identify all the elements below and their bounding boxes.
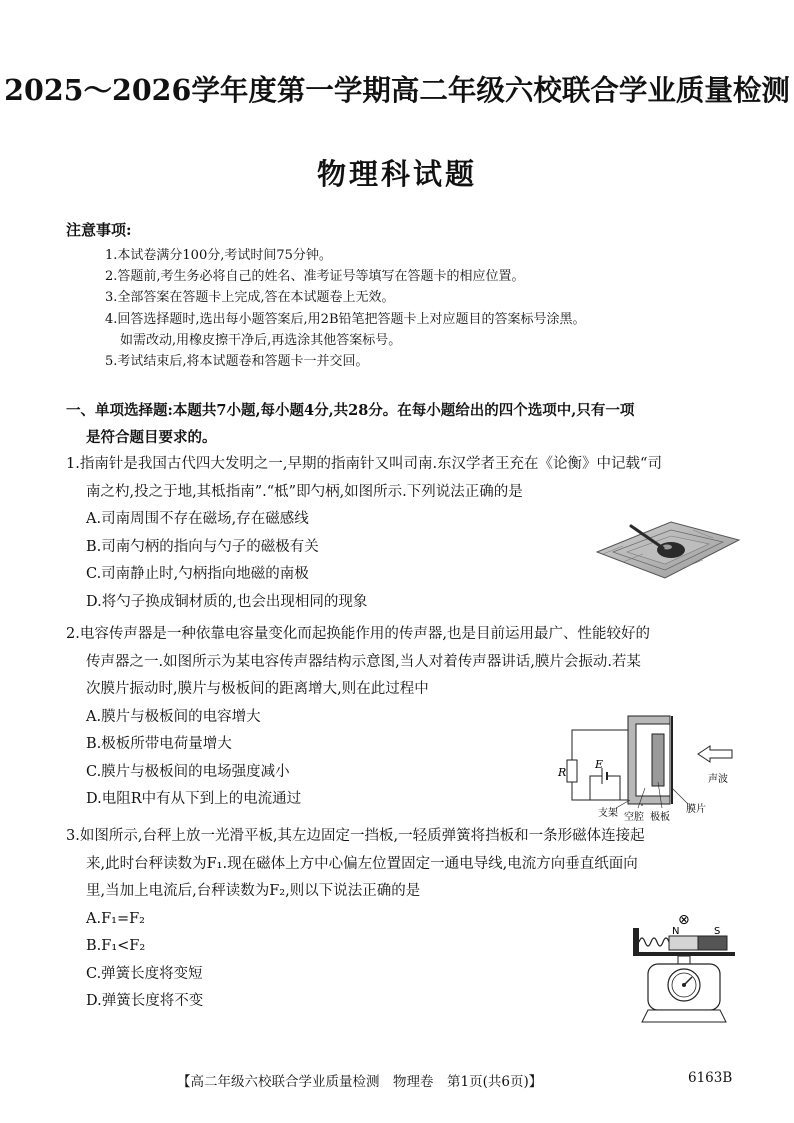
section-heading [66,397,746,451]
microphone-figure [550,708,740,823]
option-c: C.司南静止时,勺柄指向地磁的南极 [86,566,309,582]
option-a: A.F₁=F₂ [86,910,145,927]
question-stem: 里,当加上电流后,台秤读数为F₂,则以下说法正确的是 [86,883,421,899]
paper-code: 6163B [688,1070,733,1086]
exam-title: 2025～2026学年度第一学期高二年级六校联合学业质量检测 [4,73,790,107]
question-stem: 1.指南针是我国古代四大发明之一,早期的指南针又叫司南.东汉学者王充在《论衡》中记载“司 [66,456,662,472]
magnet-n-icon [669,936,698,950]
option-b: B.司南勺柄的指向与勺子的磁极有关 [86,538,319,555]
current-into-page-icon: ⊗ [678,912,690,928]
membrane-label: 膜片 [686,804,706,815]
battery-label: E [595,758,604,771]
magnet-s-icon [698,936,727,950]
sound-label: 声波 [708,774,728,785]
question-stem: 2.电容传声器是一种依靠电容量变化而起换能作用的传声器,也是目前运用最广、性能较好的 [66,626,650,642]
note-item: 4.回答选择题时,选出每小题答案后,用2B铅笔把答题卡上对应题目的答案标号涂黑。 [105,311,586,327]
scale-magnet-figure [628,906,740,1026]
sound-arrow-icon [698,746,732,762]
option-c: C.弹簧长度将变短 [86,965,203,982]
note-item: 如需改动,用橡皮擦干净后,再选涂其他答案标号。 [120,332,402,348]
question-stem: 南之杓,投之于地,其柢指南”.“柢”即勺柄,如图所示.下列说法正确的是 [86,483,523,500]
south-label: S [714,926,721,937]
note-item: 5.考试结束后,将本试题卷和答题卡一并交回。 [105,354,369,370]
notes-heading: 注意事项: [66,221,132,239]
spoon-icon [657,542,685,558]
notes-list [105,245,745,372]
option-c: C.膜片与极板间的电场强度减小 [86,763,290,780]
option-b: B.F₁<F₂ [86,938,146,954]
baffle-icon [633,928,639,952]
option-d: D.将勺子换成铜材质的,也会出现相同的现象 [86,593,368,610]
question-stem: 3.如图所示,台秤上放一光滑平板,其左边固定一挡板,一轻质弹簧将挡板和一条形磁体连接起 [66,828,645,844]
cavity-label: 空腔 [624,812,644,823]
question-stem: 次膜片振动时,膜片与极板间的距离增大,则在此过程中 [86,681,429,697]
resistor-label: R [558,766,567,779]
page-footer: 【高二年级六校联合学业质量检测 物理卷 第1页(共6页)】 [177,1074,543,1090]
option-d: D.弹簧长度将不变 [86,993,204,1009]
section-line: 是符合题目要求的。 [86,429,217,446]
bracket-label: 支架 [598,808,618,819]
spring-icon [639,938,669,946]
question-stem: 来,此时台秤读数为F₁.现在磁体上方中心偏左位置固定一通电导线,电流方向垂直纸面向 [86,855,638,872]
compass-spoon-figure [593,510,741,580]
backplate-icon [652,734,664,786]
note-item: 2.答题前,考生务必将自己的姓名、准考证号等填写在答题卡的相应位置。 [105,269,525,285]
note-item: 1.本试卷满分100分,考试时间75分钟。 [105,248,332,263]
board-icon [633,952,735,956]
plate-label: 极板 [650,812,670,823]
north-label: N [672,926,680,937]
option-d: D.电阻R中有从下到上的电流通过 [86,791,302,807]
subject-title: 物理科试题 [316,157,477,191]
option-a: A.司南周围不存在磁场,存在磁感线 [86,511,309,527]
resistor-icon [567,760,577,782]
option-a: A.膜片与极板间的电容增大 [86,708,261,725]
section-line: 一、单项选择题:本题共7小题,每小题4分,共28分。在每小题给出的四个选项中,只有一项 [66,402,635,419]
note-item: 3.全部答案在答题卡上完成,答在本试题卷上无效。 [105,290,395,306]
question-stem: 传声器之一.如图所示为某电容传声器结构示意图,当人对着传声器讲话,膜片会振动.若某 [86,653,641,670]
option-b: B.极板所带电荷量增大 [86,736,232,752]
